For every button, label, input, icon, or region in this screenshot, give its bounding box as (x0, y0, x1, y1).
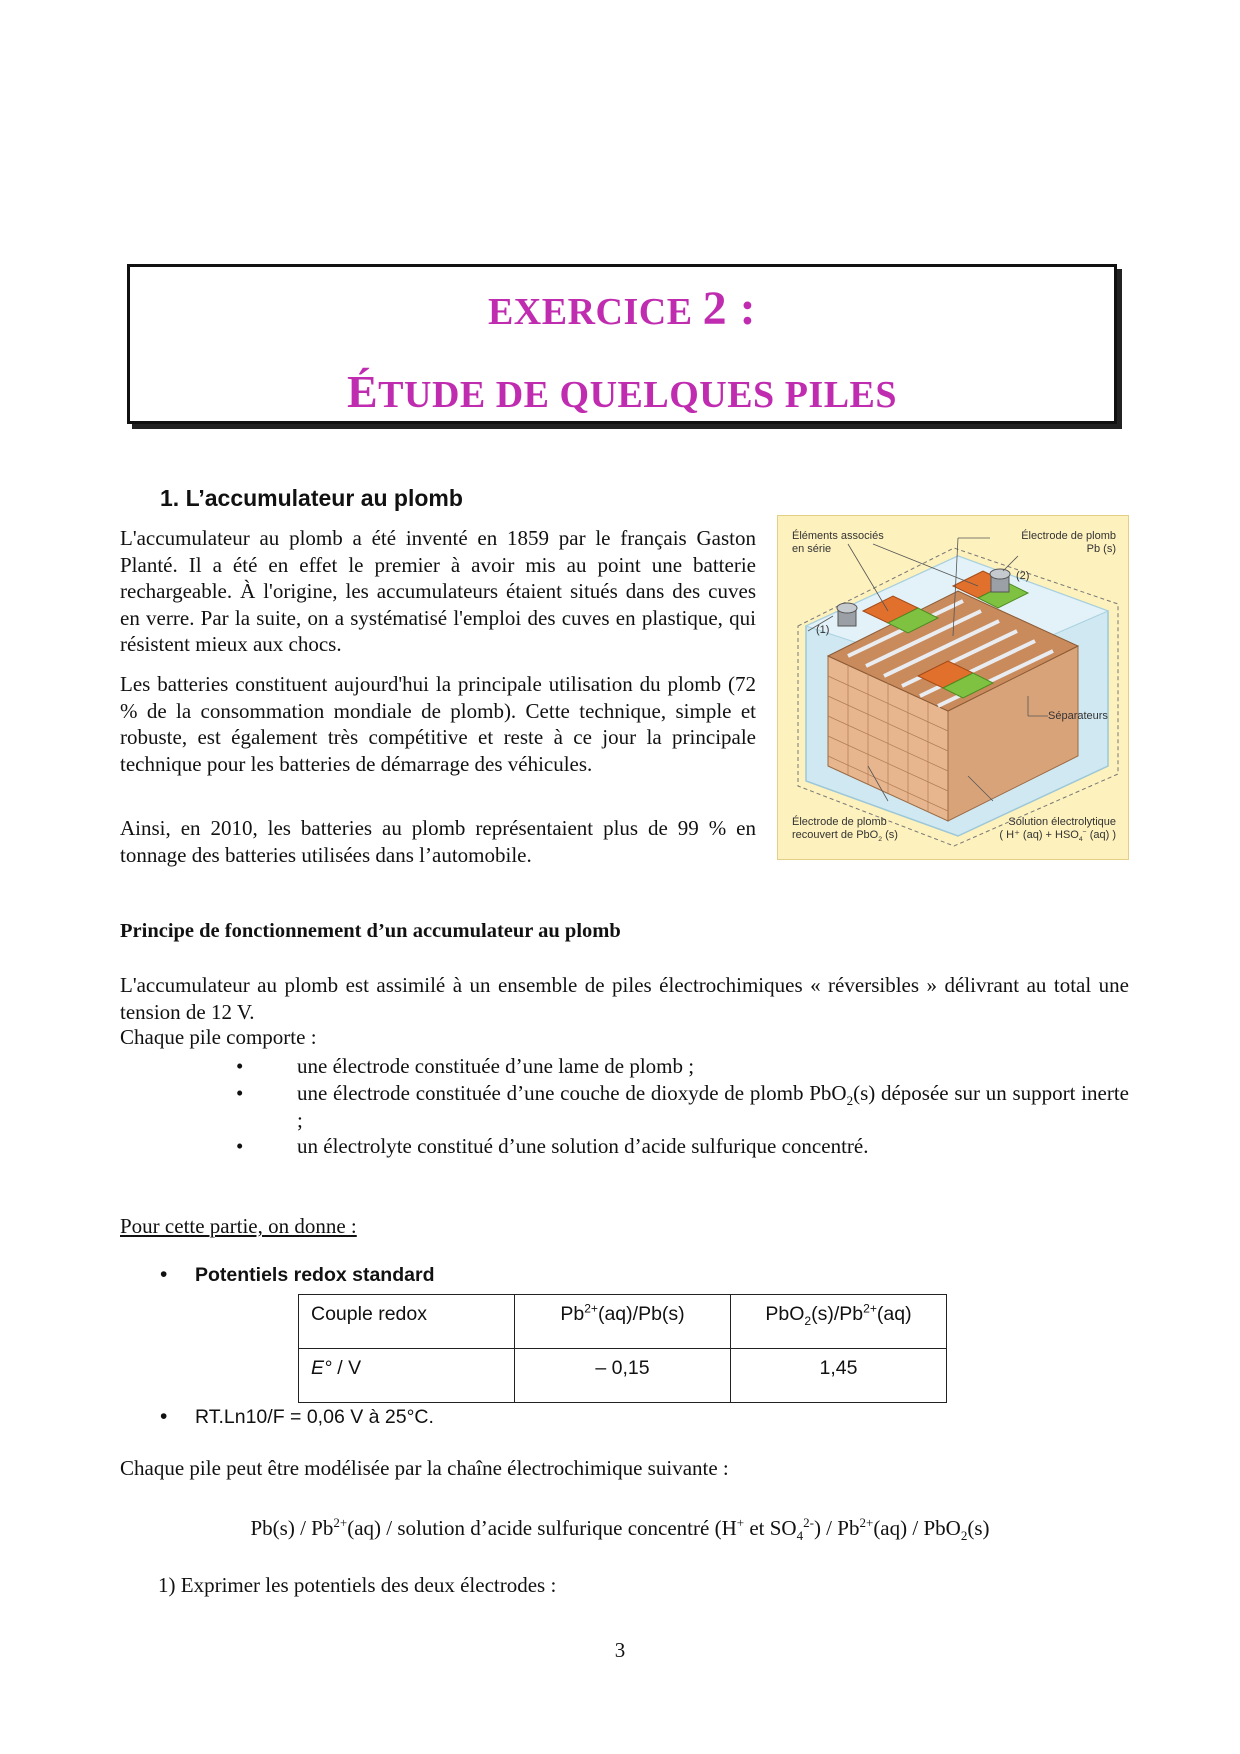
bullet-item-pbo2: une électrode constituée d’une couche de dioxyde de plomb PbO$_2$(s) déposée sur un support inerte ; (297, 1081, 1129, 1132)
donnees-intro: Pour cette partie, on donne : (120, 1214, 357, 1238)
paragraph-tonnage: Ainsi, en 2010, les batteries au plomb représentaient plus de 99 % en tonnage des batteries utilisées dans l’automobile. (120, 816, 756, 867)
figure-marker-2: (2) (1016, 570, 1030, 582)
battery-illustration (778, 516, 1130, 861)
page-number: 3 (614, 1638, 626, 1662)
table-cell-e-pbo2: 1,45 (731, 1349, 947, 1403)
exercise-subtitle: ÉTUDE DE QUELQUES PILES (346, 366, 898, 417)
paragraph-history: L'accumulateur au plomb a été inventé en 1859 par le français Gaston Planté. Il a été en effet le premier à avoir mis au point une batterie rechargeable. À l'origine, les accumulateurs étaient situés dans des cuves en verre. Par la suite, on a systématisé l'emploi des cuves en plastique, qui résistent mieux aux chocs. (120, 526, 756, 656)
figure-label-electrode-pb: Électrode de plomb Pb (s) (1021, 530, 1116, 555)
table-cell-pb: $Pb^{2+}(aq)/Pb(s)$ (515, 1295, 731, 1349)
table-cell-pbo2: $PbO_2(s)/Pb^{2+}(aq)$ (731, 1295, 947, 1349)
potentiels-label: Potentiels redox standard (195, 1264, 435, 1286)
figure-label-separateurs: Séparateurs (1048, 710, 1108, 722)
table-cell-e-pb: – 0,15 (515, 1349, 731, 1403)
principe-heading: Principe de fonctionnement d’un accumulateur au plomb (120, 920, 621, 942)
table-cell-couple: Couple redox (299, 1295, 515, 1349)
bullet-item-lead: une électrode constituée d’une lame de plomb ; (297, 1054, 695, 1078)
figure-label-elements: Éléments associés en série (792, 530, 884, 555)
question-1: 1) Exprimer les potentiels des deux électrodes : (158, 1573, 557, 1597)
chaque-pile-line: Chaque pile comporte : (120, 1025, 317, 1049)
bullet-1: • (236, 1054, 244, 1078)
bullet-2: • (236, 1081, 244, 1105)
bullet-item-electrolyte: un électrolyte constitué d’une solution d’acide sulfurique concentré. (297, 1134, 869, 1158)
rtln-constant: RT.Ln10/F = 0,06 V à 25°C. (195, 1406, 434, 1428)
exercise-title: EXERCICE 2 : (487, 282, 757, 335)
title-box (127, 264, 1117, 424)
table-cell-e: E° / V (299, 1349, 515, 1403)
figure-marker-1: (1) (816, 624, 830, 636)
paragraph-usage: Les batteries constituent aujourd'hui la principale utilisation du plomb (72 % de la consommation mondiale de plomb). Cette technique, simple et robuste, est également très compétitive et reste à ce jour la principale technique pour les batteries de démarrage des véhicules. (120, 672, 756, 776)
figure-label-pbo2: Électrode de plomb recouvert de PbO$_2$ (s) (792, 816, 898, 844)
bullet-rtln: • (160, 1405, 168, 1428)
chaine-intro: Chaque pile peut être modélisée par la chaîne électrochimique suivante : (120, 1456, 729, 1480)
electrochemical-chain: $Pb(s) / Pb^{2+}(aq)$ / solution d’acide sulfurique concentré (H+ et $SO_4^{2-}) / Pb^{2+}(aq) / PbO_2(s)$ (250, 1515, 990, 1544)
table-row (299, 1295, 947, 1349)
section-heading: 1. L’accumulateur au plomb (160, 485, 463, 511)
battery-figure (777, 515, 1129, 860)
redox-table (298, 1294, 947, 1403)
bullet-3: • (236, 1134, 244, 1158)
bullet-potentiels: • (160, 1263, 168, 1286)
principe-intro: L'accumulateur au plomb est assimilé à un ensemble de piles électrochimiques « réversibles » délivrant au total une tension de 12 V. (120, 973, 1129, 1024)
figure-label-solution: Solution électrolytique ( H⁺ $(aq) + HSO_4^-$ (aq) ) (999, 816, 1116, 844)
table-row (299, 1349, 947, 1403)
